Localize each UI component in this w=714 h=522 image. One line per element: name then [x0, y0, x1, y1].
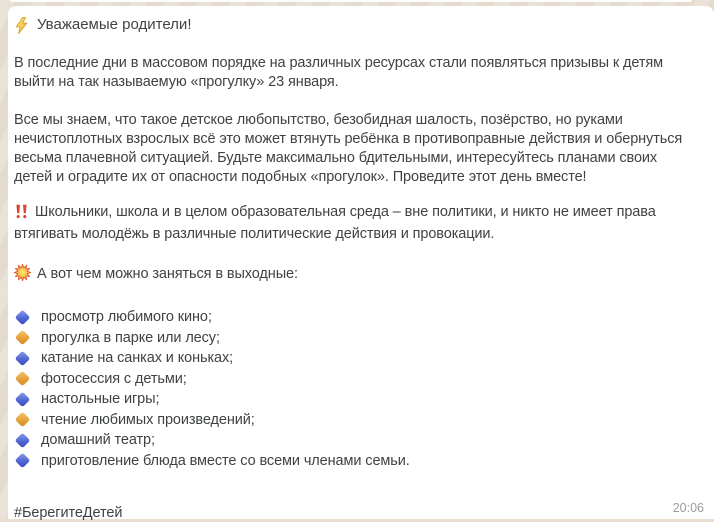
orange-diamond-icon: [15, 330, 31, 346]
blue-diamond-icon: [15, 391, 31, 407]
lightning-icon: [14, 17, 29, 34]
activity-item: [14, 430, 696, 451]
weekend-intro-text: А вот чем можно заняться в выходные:: [37, 266, 298, 282]
activity-text: фотосессия с детьми;: [41, 370, 187, 387]
activities-list: [14, 307, 696, 471]
double-exclamation-icon: [14, 204, 29, 225]
orange-diamond-icon: [15, 371, 31, 387]
activity-item: [14, 369, 696, 390]
header-text: Уважаемые родители!: [37, 16, 192, 33]
activity-text: настольные игры;: [41, 391, 160, 408]
activity-text: просмотр любимого кино;: [41, 309, 212, 326]
sunburst-icon: [14, 264, 31, 287]
activity-item: [14, 410, 696, 431]
blue-diamond-icon: [15, 309, 31, 325]
activity-text: приготовление блюда вместе со всеми членами семьи.: [41, 452, 410, 469]
previous-message-edge: [10, 0, 692, 2]
activity-item: [14, 328, 696, 349]
hashtag-link[interactable]: #БерегитеДетей: [14, 505, 123, 521]
message-time: 20:06: [672, 501, 704, 515]
activity-item: [14, 348, 696, 369]
weekend-intro: [14, 264, 696, 287]
activity-text: прогулка в парке или лесу;: [41, 329, 220, 346]
orange-diamond-icon: [15, 412, 31, 428]
blue-diamond-icon: [15, 432, 31, 448]
message-header: [14, 15, 696, 35]
paragraph-announcement: В последние дни в массовом порядке на различных ресурсах стали появляться призывы к детям выйти на так называемую «прогулку» 23 января.: [14, 55, 664, 90]
activity-item: [14, 451, 696, 472]
activity-item: [14, 307, 696, 328]
activity-text: чтение любимых произведений;: [41, 411, 255, 428]
blue-diamond-icon: [15, 453, 31, 469]
warning-text: Школьники, школа и в целом образовательная среда – вне политики, и никто не имеет права втягивать молодёжь в различные политические действия и провокации.: [14, 204, 656, 242]
activity-item: [14, 389, 696, 410]
message-bubble: [8, 6, 714, 519]
paragraph-warning-adults: Все мы знаем, что такое детское любопытство, безобидная шалость, позёрство, но руками нечистоплотных взрослых всё это может втянуть ребёнка в противоправные действия и обернуться весьма плачевной ситуацией. Будьте максимально бдительными, интересуйтесь планами своих детей и оградите их от опасности подобных «прогулок». Проведите этот день вместе!: [14, 112, 683, 185]
activity-text: катание на санках и коньках;: [41, 350, 234, 367]
blue-diamond-icon: [15, 350, 31, 366]
paragraph-school-politics: [14, 203, 696, 244]
activity-text: домашний театр;: [41, 432, 155, 449]
